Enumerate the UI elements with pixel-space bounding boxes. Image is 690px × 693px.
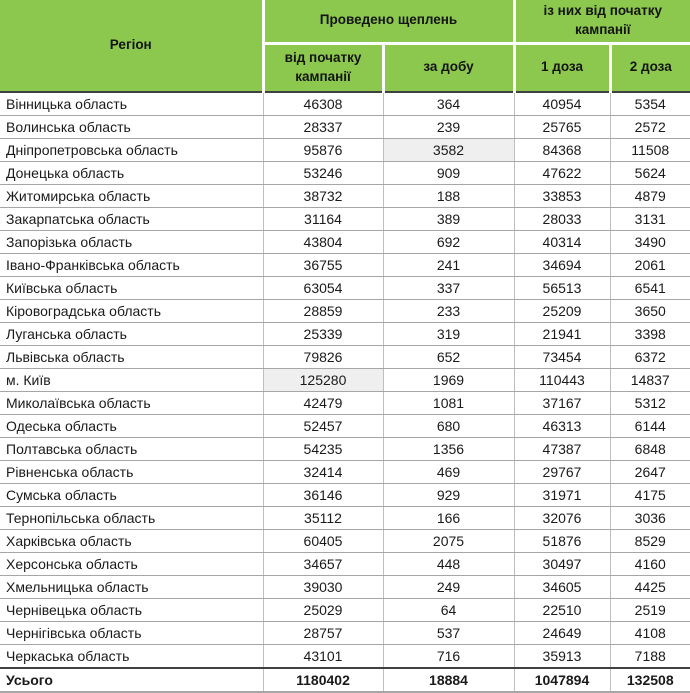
value-cell-per-day: 652 [383, 345, 514, 368]
region-name-cell: Херсонська область [0, 552, 263, 575]
value-cell-per-day: 1356 [383, 437, 514, 460]
region-name-cell: Львівська область [0, 345, 263, 368]
value-cell-per-day: 389 [383, 207, 514, 230]
value-cell-since-start: 31164 [263, 207, 383, 230]
value-cell-since-start: 79826 [263, 345, 383, 368]
region-name-cell: Закарпатська область [0, 207, 263, 230]
region-name-cell: Волинська область [0, 115, 263, 138]
value-cell-dose-1: 84368 [514, 138, 610, 161]
value-cell-dose-2: 5312 [610, 391, 690, 414]
header-group-since-campaign-start: із них від початку кампанії [514, 0, 690, 43]
value-cell-dose-2: 3650 [610, 299, 690, 322]
value-cell-dose-1: 1047894 [514, 668, 610, 692]
value-cell-since-start: 53246 [263, 161, 383, 184]
value-cell-dose-1: 32076 [514, 506, 610, 529]
table-row [0, 184, 690, 207]
region-name-cell: Луганська область [0, 322, 263, 345]
value-cell-dose-2: 5624 [610, 161, 690, 184]
table-body [0, 92, 690, 692]
table-row [0, 161, 690, 184]
region-name-cell: Тернопільська область [0, 506, 263, 529]
value-cell-since-start: 43101 [263, 644, 383, 668]
region-name-cell: Київська область [0, 276, 263, 299]
value-cell-since-start: 25029 [263, 598, 383, 621]
value-cell-since-start: 95876 [263, 138, 383, 161]
table-row [0, 345, 690, 368]
table-header [0, 0, 690, 92]
value-cell-per-day: 337 [383, 276, 514, 299]
value-cell-dose-2: 14837 [610, 368, 690, 391]
region-name-cell: Дніпропетровська область [0, 138, 263, 161]
subheader-per-day: за добу [383, 43, 514, 92]
value-cell-since-start: 63054 [263, 276, 383, 299]
table-row [0, 368, 690, 391]
value-cell-dose-2: 4879 [610, 184, 690, 207]
value-cell-dose-1: 29767 [514, 460, 610, 483]
value-cell-dose-1: 30497 [514, 552, 610, 575]
value-cell-dose-1: 46313 [514, 414, 610, 437]
value-cell-dose-2: 11508 [610, 138, 690, 161]
region-name-cell: Кіровоградська область [0, 299, 263, 322]
value-cell-since-start: 28859 [263, 299, 383, 322]
value-cell-per-day: 1081 [383, 391, 514, 414]
value-cell-since-start: 34657 [263, 552, 383, 575]
value-cell-dose-2: 4175 [610, 483, 690, 506]
value-cell-dose-2: 4108 [610, 621, 690, 644]
value-cell-dose-1: 28033 [514, 207, 610, 230]
value-cell-dose-2: 132508 [610, 668, 690, 692]
table-row [0, 230, 690, 253]
value-cell-per-day: 18884 [383, 668, 514, 692]
value-cell-per-day: 537 [383, 621, 514, 644]
value-cell-dose-1: 22510 [514, 598, 610, 621]
table-row [0, 115, 690, 138]
region-name-cell: Чернівецька область [0, 598, 263, 621]
value-cell-dose-1: 56513 [514, 276, 610, 299]
value-cell-dose-2: 4160 [610, 552, 690, 575]
value-cell-since-start: 52457 [263, 414, 383, 437]
value-cell-dose-2: 5354 [610, 92, 690, 116]
table-row [0, 92, 690, 116]
subheader-dose-1: 1 доза [514, 43, 610, 92]
value-cell-per-day: 364 [383, 92, 514, 116]
value-cell-dose-2: 2519 [610, 598, 690, 621]
value-cell-dose-1: 33853 [514, 184, 610, 207]
value-cell-per-day: 909 [383, 161, 514, 184]
value-cell-per-day: 929 [383, 483, 514, 506]
value-cell-dose-1: 31971 [514, 483, 610, 506]
table-row [0, 460, 690, 483]
value-cell-per-day: 319 [383, 322, 514, 345]
value-cell-dose-2: 2061 [610, 253, 690, 276]
region-name-cell: Рівненська область [0, 460, 263, 483]
value-cell-since-start: 39030 [263, 575, 383, 598]
value-cell-per-day: 680 [383, 414, 514, 437]
value-cell-since-start: 43804 [263, 230, 383, 253]
value-cell-dose-1: 24649 [514, 621, 610, 644]
value-cell-dose-2: 6144 [610, 414, 690, 437]
value-cell-dose-2: 3036 [610, 506, 690, 529]
value-cell-dose-2: 7188 [610, 644, 690, 668]
value-cell-dose-1: 37167 [514, 391, 610, 414]
region-name-cell: Хмельницька область [0, 575, 263, 598]
value-cell-dose-2: 6541 [610, 276, 690, 299]
region-name-cell: Полтавська область [0, 437, 263, 460]
value-cell-per-day: 716 [383, 644, 514, 668]
table-row [0, 575, 690, 598]
value-cell-per-day: 249 [383, 575, 514, 598]
table-row [0, 437, 690, 460]
table-row [0, 529, 690, 552]
header-region: Регіон [0, 0, 263, 92]
value-cell-dose-2: 6372 [610, 345, 690, 368]
value-cell-dose-1: 34694 [514, 253, 610, 276]
value-cell-dose-1: 25209 [514, 299, 610, 322]
value-cell-dose-1: 21941 [514, 322, 610, 345]
table-row [0, 644, 690, 668]
value-cell-dose-1: 34605 [514, 575, 610, 598]
region-name-cell: Запорізька область [0, 230, 263, 253]
value-cell-per-day: 1969 [383, 368, 514, 391]
value-cell-dose-2: 3490 [610, 230, 690, 253]
value-cell-since-start: 28757 [263, 621, 383, 644]
value-cell-dose-1: 40314 [514, 230, 610, 253]
region-name-cell: м. Київ [0, 368, 263, 391]
value-cell-since-start: 42479 [263, 391, 383, 414]
region-name-cell: Черкаська область [0, 644, 263, 668]
value-cell-dose-1: 47387 [514, 437, 610, 460]
table-row [0, 299, 690, 322]
table-row [0, 552, 690, 575]
value-cell-dose-1: 51876 [514, 529, 610, 552]
region-name-cell: Миколаївська область [0, 391, 263, 414]
table-row [0, 621, 690, 644]
region-name-cell: Чернігівська область [0, 621, 263, 644]
value-cell-dose-1: 35913 [514, 644, 610, 668]
subheader-since-campaign-start: від початку кампанії [263, 43, 383, 92]
value-cell-dose-1: 110443 [514, 368, 610, 391]
table-row [0, 322, 690, 345]
value-cell-dose-1: 47622 [514, 161, 610, 184]
value-cell-since-start: 38732 [263, 184, 383, 207]
value-cell-since-start: 36755 [263, 253, 383, 276]
table-row [0, 391, 690, 414]
value-cell-since-start: 36146 [263, 483, 383, 506]
value-cell-per-day: 233 [383, 299, 514, 322]
table-row [0, 598, 690, 621]
value-cell-per-day: 448 [383, 552, 514, 575]
region-name-cell: Вінницька область [0, 92, 263, 116]
value-cell-per-day: 166 [383, 506, 514, 529]
region-name-cell: Сумська область [0, 483, 263, 506]
value-cell-since-start: 1180402 [263, 668, 383, 692]
value-cell-since-start: 60405 [263, 529, 383, 552]
value-cell-per-day: 692 [383, 230, 514, 253]
value-cell-dose-2: 4425 [610, 575, 690, 598]
value-cell-per-day: 64 [383, 598, 514, 621]
value-cell-dose-2: 8529 [610, 529, 690, 552]
subheader-dose-2: 2 доза [610, 43, 690, 92]
region-name-cell: Харківська область [0, 529, 263, 552]
value-cell-since-start: 25339 [263, 322, 383, 345]
region-name-cell: Житомирська область [0, 184, 263, 207]
table-row [0, 207, 690, 230]
value-cell-dose-2: 6848 [610, 437, 690, 460]
value-cell-since-start: 35112 [263, 506, 383, 529]
value-cell-per-day: 2075 [383, 529, 514, 552]
value-cell-dose-2: 2647 [610, 460, 690, 483]
value-cell-per-day: 239 [383, 115, 514, 138]
region-name-cell: Донецька область [0, 161, 263, 184]
value-cell-dose-2: 2572 [610, 115, 690, 138]
value-cell-since-start: 46308 [263, 92, 383, 116]
total-row [0, 668, 690, 692]
value-cell-per-day: 241 [383, 253, 514, 276]
value-cell-dose-1: 73454 [514, 345, 610, 368]
value-cell-since-start: 54235 [263, 437, 383, 460]
value-cell-per-day: 188 [383, 184, 514, 207]
value-cell-dose-2: 3398 [610, 322, 690, 345]
value-cell-dose-1: 40954 [514, 92, 610, 116]
table-row [0, 483, 690, 506]
value-cell-per-day: 469 [383, 460, 514, 483]
header-group-vaccinations-done: Проведено щеплень [263, 0, 514, 43]
region-name-cell: Івано-Франківська область [0, 253, 263, 276]
table-row [0, 253, 690, 276]
table-row [0, 414, 690, 437]
table-row [0, 276, 690, 299]
table-row [0, 506, 690, 529]
region-name-cell: Одеська область [0, 414, 263, 437]
total-label-cell: Усього [0, 668, 263, 692]
value-cell-per-day: 3582 [383, 138, 514, 161]
table-row [0, 138, 690, 161]
value-cell-since-start: 28337 [263, 115, 383, 138]
value-cell-since-start: 125280 [263, 368, 383, 391]
value-cell-since-start: 32414 [263, 460, 383, 483]
value-cell-dose-2: 3131 [610, 207, 690, 230]
value-cell-dose-1: 25765 [514, 115, 610, 138]
